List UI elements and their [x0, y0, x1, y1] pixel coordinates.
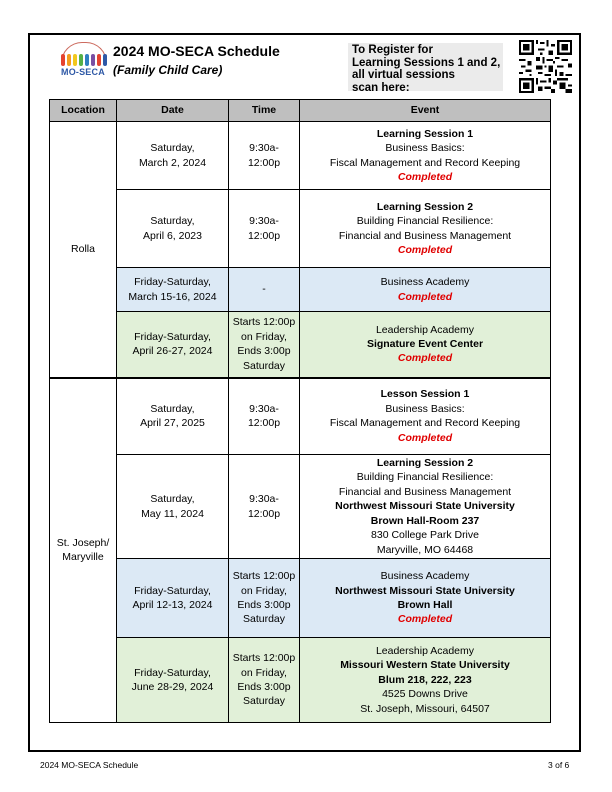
- event-address: 830 College Park Drive: [371, 529, 479, 542]
- event-line: Leadership Academy: [375, 644, 475, 657]
- completed-status: Completed: [397, 352, 453, 365]
- date-cell: [117, 312, 229, 378]
- header-event: Event: [300, 100, 551, 122]
- time-line: Ends 3:00p: [237, 681, 291, 693]
- page-subtitle: (Family Child Care): [113, 63, 223, 77]
- event-address: Maryville, MO 64468: [376, 543, 474, 556]
- time-line: on Friday,: [241, 330, 287, 343]
- time-line: Ends 3:00p: [237, 599, 291, 611]
- time-line: 9:30a-: [249, 215, 279, 228]
- logo-text: MO-SECA: [61, 67, 105, 77]
- event-line: Business Academy: [380, 570, 470, 583]
- event-venue: Northwest Missouri State University: [335, 500, 515, 513]
- table-row: [50, 559, 551, 638]
- time-line: -: [262, 283, 266, 296]
- date-cell: [117, 378, 229, 455]
- completed-status: Completed: [397, 290, 453, 303]
- event-line: Financial and Business Management: [338, 229, 512, 242]
- event-line: Building Financial Resilience:: [356, 471, 494, 484]
- date-line: April 26-27, 2024: [132, 345, 213, 358]
- time-cell: [229, 378, 300, 455]
- time-line: on Friday,: [241, 666, 287, 679]
- date-line: March 15-16, 2024: [128, 290, 217, 303]
- time-line: 9:30a-: [249, 402, 279, 415]
- event-line: Leadership Academy: [375, 323, 475, 336]
- event-line: Fiscal Management and Record Keeping: [329, 417, 521, 430]
- event-line: Building Financial Resilience:: [356, 215, 494, 228]
- location-cell: Rolla: [50, 122, 117, 378]
- qr-code-icon[interactable]: [519, 40, 572, 93]
- event-address: St. Joseph, Missouri, 64507: [360, 702, 490, 715]
- time-line: Starts 12:00p: [232, 316, 296, 329]
- mo-seca-logo: [57, 42, 109, 82]
- table-header-row: [50, 100, 551, 122]
- event-line: Business Academy: [380, 276, 470, 289]
- page-title: 2024 MO-SECA Schedule: [113, 43, 280, 59]
- time-line: Saturday: [242, 359, 286, 372]
- time-cell: [229, 190, 300, 268]
- date-line: April 6, 2023: [143, 229, 202, 242]
- event-address: 4525 Downs Drive: [382, 688, 468, 701]
- event-cell: [300, 268, 551, 312]
- register-line: To Register for: [352, 44, 433, 56]
- date-line: April 27, 2025: [140, 417, 205, 430]
- time-cell: [229, 268, 300, 312]
- register-line: all virtual sessions: [352, 69, 455, 81]
- date-line: March 2, 2024: [138, 156, 207, 169]
- table-row: [50, 312, 551, 378]
- time-cell: [229, 559, 300, 638]
- completed-status: Completed: [397, 613, 453, 626]
- date-line: Friday-Saturday,: [134, 666, 211, 679]
- schedule-table: [49, 99, 551, 723]
- date-line: Saturday,: [150, 402, 195, 415]
- time-line: 12:00p: [247, 507, 281, 520]
- event-room: Brown Hall: [397, 599, 453, 611]
- time-cell: [229, 122, 300, 190]
- time-cell: [229, 638, 300, 723]
- event-room: Brown Hall-Room 237: [370, 514, 480, 527]
- time-cell: [229, 312, 300, 378]
- time-line: Saturday: [242, 695, 286, 708]
- date-cell: [117, 559, 229, 638]
- event-cell: [300, 190, 551, 268]
- header-time: Time: [229, 100, 300, 122]
- event-cell: [300, 312, 551, 378]
- event-line: Business Basics:: [385, 402, 465, 415]
- date-line: April 12-13, 2024: [132, 599, 213, 611]
- logo-figures: [61, 54, 107, 68]
- date-cell: [117, 455, 229, 559]
- table-row: [50, 378, 551, 455]
- completed-status: Completed: [397, 243, 453, 256]
- completed-status: Completed: [397, 170, 453, 183]
- event-venue: Missouri Western State University: [340, 659, 510, 672]
- event-title: Learning Session 2: [376, 200, 474, 213]
- date-cell: [117, 638, 229, 723]
- event-cell: [300, 638, 551, 723]
- time-line: Starts 12:00p: [232, 652, 296, 665]
- date-line: May 11, 2024: [141, 507, 204, 520]
- location-cell: St. Joseph/ Maryville: [50, 378, 117, 723]
- table-row: [50, 122, 551, 190]
- time-line: 12:00p: [247, 229, 281, 242]
- event-room: Blum 218, 222, 223: [378, 673, 472, 686]
- time-cell: [229, 455, 300, 559]
- event-cell: [300, 559, 551, 638]
- date-cell: [117, 268, 229, 312]
- register-instructions: [352, 44, 500, 94]
- event-venue: Signature Event Center: [366, 338, 484, 351]
- event-cell: [300, 455, 551, 559]
- event-title: Learning Session 2: [376, 457, 474, 470]
- time-line: on Friday,: [241, 584, 287, 597]
- header-location: Location: [50, 100, 117, 122]
- event-line: Fiscal Management and Record Keeping: [329, 156, 521, 169]
- register-line: scan here:: [352, 81, 410, 94]
- date-cell: [117, 190, 229, 268]
- header-date: Date: [117, 100, 229, 122]
- event-line: Business Basics:: [385, 142, 465, 155]
- date-line: Saturday,: [150, 215, 195, 228]
- event-title: Learning Session 1: [376, 127, 474, 140]
- event-cell: [300, 122, 551, 190]
- register-line: Learning Sessions 1 and 2,: [352, 56, 501, 69]
- completed-status: Completed: [397, 431, 453, 444]
- date-line: Saturday,: [150, 493, 195, 506]
- footer-title: 2024 MO-SECA Schedule: [40, 760, 139, 770]
- time-line: 12:00p: [247, 417, 281, 430]
- table-row: [50, 455, 551, 559]
- time-line: 9:30a-: [249, 142, 279, 155]
- event-cell: [300, 378, 551, 455]
- event-title: Lesson Session 1: [380, 388, 470, 401]
- date-cell: [117, 122, 229, 190]
- time-line: Ends 3:00p: [237, 345, 291, 358]
- event-line: Financial and Business Management: [338, 485, 512, 498]
- date-line: Friday-Saturday,: [134, 330, 211, 343]
- time-line: Starts 12:00p: [232, 570, 296, 583]
- event-venue: Northwest Missouri State University: [335, 584, 515, 597]
- date-line: June 28-29, 2024: [131, 681, 214, 693]
- time-line: 9:30a-: [249, 493, 279, 506]
- date-line: Friday-Saturday,: [134, 584, 211, 597]
- date-line: Friday-Saturday,: [134, 276, 211, 289]
- page-number: 3 of 6: [548, 760, 570, 770]
- table-row: [50, 268, 551, 312]
- table-row: [50, 638, 551, 723]
- table-row: [50, 190, 551, 268]
- time-line: 12:00p: [247, 156, 281, 169]
- date-line: Saturday,: [150, 142, 195, 155]
- time-line: Saturday: [242, 613, 286, 626]
